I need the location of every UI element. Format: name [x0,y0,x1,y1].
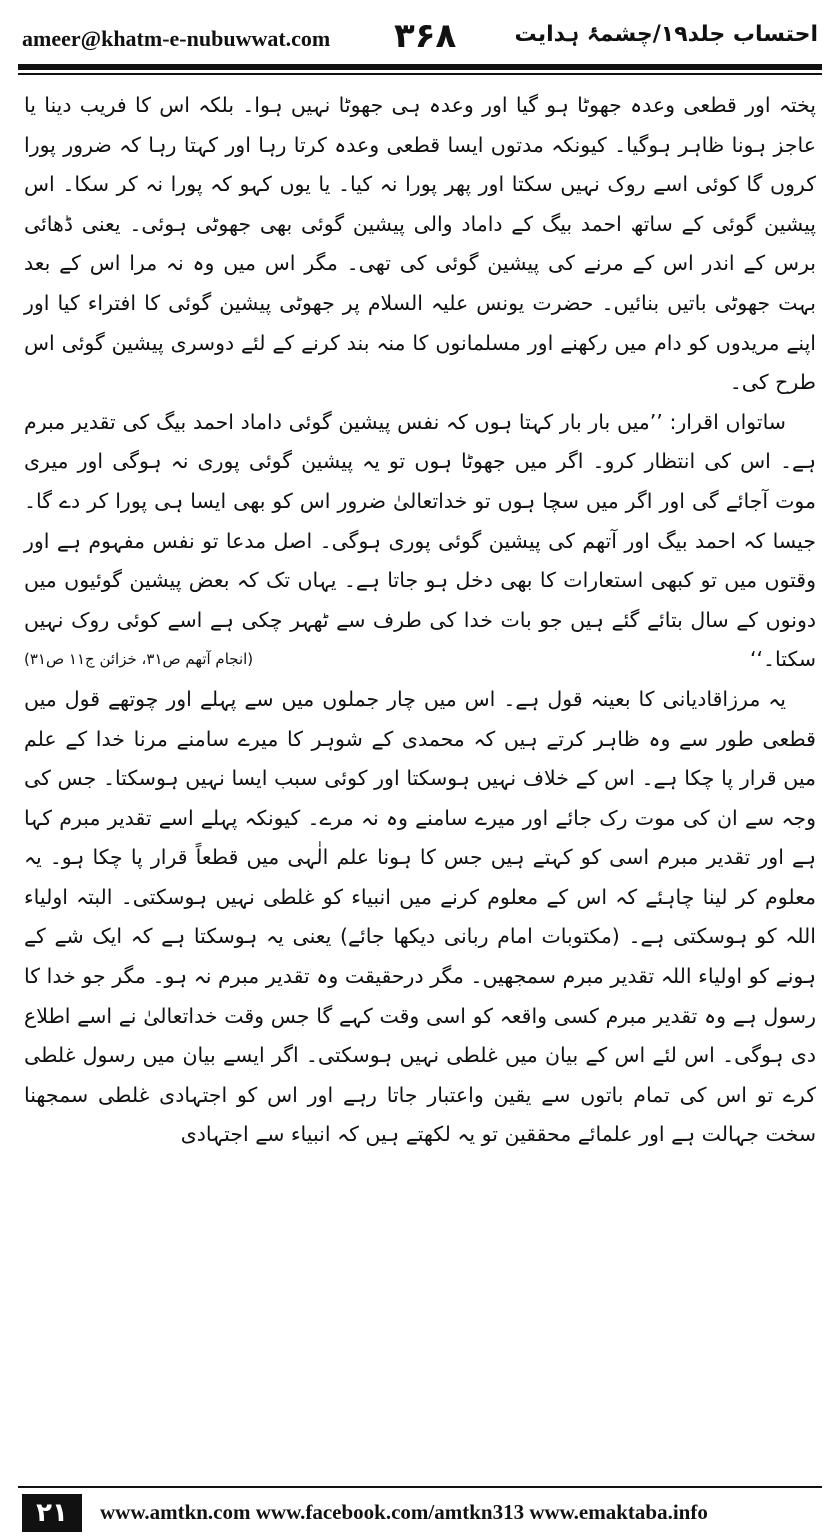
header-rule-thin [18,73,822,75]
page-header [22,12,818,64]
footer-page-badge: ۲۱ [22,1494,82,1532]
footer-rule [18,1486,822,1488]
body-paragraph-3: یہ مرزاقادیانی کا بعینہ قول ہے۔ اس میں چار جملوں میں سے پہلے اور چوتھے قول میں قطعی طور سے وہ ظاہر کرتے ہیں کہ محمدی کے شوہر کا میرے سامنے مرنا خدا کے علم میں قرار پا چکا ہے۔ اس کے خلاف نہیں ہوسکتا اور کوئی سبب ایسا نہیں ہوسکتا۔ جس کی وجہ سے ان کی موت رک جائے اور میرے سامنے وہ نہ مرے۔ کیونکہ پہلے اسے تقدیر مبرم کہا ہے اور تقدیر مبرم اسی کو کہتے ہیں جس کا ہونا علم الٰہی میں قطعاً قرار پا چکا ہو۔ یہ معلوم کر لینا چاہئے کہ اس کے معلوم کرنے میں انبیاء کو غلطی نہیں ہوسکتی۔ البتہ اولیاء اللہ کو ہوسکتی ہے۔ (مکتوبات امام ربانی دیکھا جائے) یعنی یہ ہوسکتا ہے کہ ایک شے کے ہونے کو اولیاء اللہ تقدیر مبرم سمجھیں۔ مگر درحقیقت وہ تقدیر مبرم نہ ہو۔ مگر جو خدا کا رسول ہے وہ تقدیر مبرم کسی واقعہ کو اسی وقت کہے گا جس وقت خداتعالیٰ نے اسے اطلاع دی ہوگی۔ اس لئے اس کے بیان میں غلطی نہیں ہوسکتی۔ اگر ایسے بیان میں رسول غلطی کرے تو اس کی تمام باتوں سے یقین واعتبار جاتا رہے اور اس کو اجتہادی غلطی سمجھنا سخت جہالت ہے اور علمائے محققین تو یہ لکھتے ہیں کہ انبیاء سے اجتہادی [24,686,816,1147]
header-page-number: ۳۶۸ [394,16,457,56]
citation-reference: (انجام آتھم ص۳۱، خزائن ج۱۱ ص۳۱) [24,650,254,669]
quote-text: ساتواں اقرار: ’’میں بار بار کہتا ہوں کہ نفس پیشین گوئی داماد احمد بیگ کی تقدیر مبرم ہے۔ اس کی انتظار کرو۔ اگر میں جھوٹا ہوں تو یہ پیشین گوئی پوری نہ ہوگی اور میری موت آجائے گی اور اگر میں سچا ہوں تو خداتعالیٰ ضرور اس کو بھی ایسا ہی پورا کر دے گا۔ جیسا کہ احمد بیگ اور آتھم کی پیشین گوئی پوری ہوگی۔ اصل مدعا تو نفس مفہوم ہے اور وقتوں میں تو کبھی استعارات کا بھی دخل ہو جاتا ہے۔ یہاں تک کہ بعض پیشین گوئیوں میں دونوں کے سال بتائے گئے ہیں جو بات خدا کی طرف سے ٹھہر چکی ہے اسے کوئی روک نہیں سکتا۔‘‘ [24,409,816,672]
body-paragraph-1: پختہ اور قطعی وعدہ جھوٹا ہو گیا اور وعدہ ہی جھوٹا نہیں ہوا۔ بلکہ اس کا فریب دینا یا عاجز ہونا ظاہر ہوگیا۔ کیونکہ مدتوں ایسا قطعی وعدہ کرتا رہا اور کہتا رہا کہ ضرور پورا کروں گا کوئی اسے روک نہیں سکتا اور پھر پورا نہ کیا۔ یا یوں کہو کہ پورا نہ کر سکا۔ اس پیشین گوئی کے ساتھ احمد بیگ کے داماد والی پیشین گوئی بھی جھوٹی ہوئی۔ یعنی ڈھائی برس کے اندر اس کے مرنے کی پیشین گوئی کی تھی۔ مگر اس میں وہ نہ مرا اس کے بعد بہت جھوٹی باتیں بنائیں۔ حضرت یونس علیہ السلام پر جھوٹی پیشین گوئی کا افتراء کیا اور اپنے مریدوں کو دام میں رکھنے اور مسلمانوں کا منہ بند کرنے کے لئے دوسری پیشین گوئی اس طرح کی۔ [24,93,816,395]
page-body [24,86,816,1476]
header-title: احتساب جلد۱۹/چشمۂ ہدایت [514,22,818,47]
header-rule-thick [18,64,822,70]
header-email[interactable]: ameer@khatm-e-nubuwwat.com [22,26,331,51]
footer-links[interactable]: www.amtkn.com www.facebook.com/amtkn313 www.emaktaba.info [100,1500,708,1524]
body-paragraph-2 [24,403,816,680]
